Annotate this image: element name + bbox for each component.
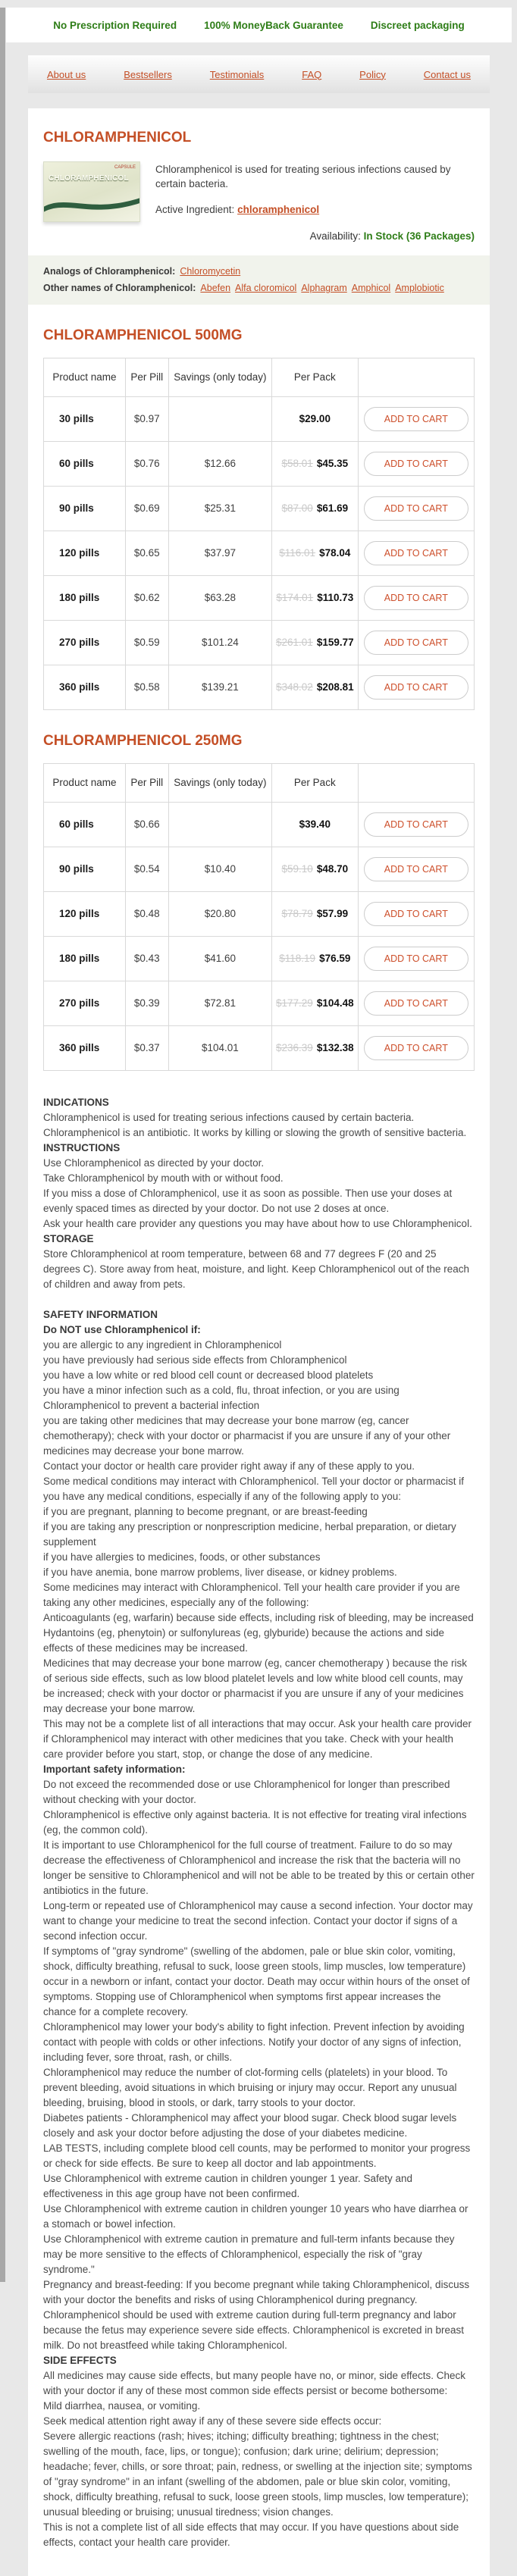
box-caption-text: CAPSULE bbox=[114, 165, 136, 170]
add-to-cart-button[interactable]: ADD TO CART bbox=[364, 991, 468, 1016]
cart-cell bbox=[358, 441, 474, 486]
per-pill-cell: $0.54 bbox=[125, 847, 168, 891]
info-paragraph: Do not exceed the recommended dose or use Chloramphenicol for longer than prescribed without checking with your doctor. bbox=[43, 1778, 450, 1805]
info-paragraph: Chloramphenicol is effective only against bacteria. It is not effective for treating viral infections (eg, the common cold). bbox=[43, 1808, 467, 1836]
cart-cell bbox=[358, 1025, 474, 1070]
analogs-line bbox=[43, 263, 475, 280]
benefits-bar bbox=[6, 8, 512, 42]
pack-size-cell: 90 pills bbox=[44, 847, 126, 891]
info-paragraph: Chloramphenicol is used for treating serious infections caused by certain bacteria. Chloramphenicol is an antibiotic. It works by killing or slowing the growth of sensitive bacteria. bbox=[43, 1111, 467, 1138]
pack-price: $104.48 bbox=[316, 997, 354, 1009]
price-row bbox=[44, 891, 475, 936]
info-paragraph: Some medical conditions may interact with Chloramphenicol. Tell your doctor or pharmacist if you have any medical conditions, especially if any of the following apply to you: bbox=[43, 1475, 464, 1502]
pack-price: $76.59 bbox=[319, 953, 351, 965]
price-row bbox=[44, 1025, 475, 1070]
add-to-cart-button[interactable]: ADD TO CART bbox=[364, 1036, 468, 1060]
info-paragraph: Severe allergic reactions (rash; hives; itching; difficulty breathing; tightness in the chest; swelling of the mouth, face, lips, or tongue); confusion; dark urine; delirium; depression; headache; fever, chills, or sore throat; pain, redness, or swelling at the injection site; symptoms of "gray syndrome" in an infant (swelling of the abdomen, pale or blue skin color, vomiting, shock, difficulty breathing, refusal to suck, loose green stools, limp muscles, low temperature); unusual bleeding or bruising; unusual tiredness; vision changes. bbox=[43, 2430, 472, 2518]
price-row bbox=[44, 847, 475, 891]
nav-link-contact-us[interactable]: Contact us bbox=[423, 68, 471, 80]
nav-link-bestsellers[interactable]: Bestsellers bbox=[124, 68, 172, 80]
per-pill-cell: $0.59 bbox=[125, 620, 168, 665]
price-row bbox=[44, 396, 475, 441]
info-paragraph: Do NOT use Chloramphenicol if: bbox=[43, 1323, 201, 1335]
section-title-500mg: CHLORAMPHENICOL 500MG bbox=[43, 327, 243, 343]
other-name-link[interactable]: Alphagram bbox=[301, 283, 347, 294]
info-paragraph: Important safety information: bbox=[43, 1763, 186, 1775]
info-paragraph: Hydantoins (eg, phenytoin) or sulfonylureas (eg, glyburide) because the actions and side effects of these medicines may be increased. bbox=[43, 1626, 445, 1654]
other-name-link[interactable]: Amphicol bbox=[351, 283, 391, 294]
info-paragraph: This may not be a complete list of all interactions that may occur. Ask your health care provider if Chloramphenicol may interact with other medicines that you take. Check with your health care provider before you start, stop, or change the dose of any medicine. bbox=[43, 1717, 472, 1760]
savings-cell: $10.40 bbox=[168, 847, 271, 891]
info-paragraph: if you are pregnant, planning to become pregnant, or are breast-feeding bbox=[43, 1505, 368, 1517]
savings-cell: $25.31 bbox=[168, 486, 271, 531]
per-pill-cell: $0.76 bbox=[125, 441, 168, 486]
old-price: $78.79 bbox=[281, 908, 313, 920]
column-header bbox=[358, 763, 474, 802]
per-pack-cell bbox=[272, 1025, 359, 1070]
column-header: Per Pack bbox=[272, 763, 359, 802]
product-description: Chloramphenicol is used for treating serious infections caused by certain bacteria. bbox=[155, 164, 451, 189]
price-table-container-250mg bbox=[43, 763, 475, 1071]
per-pack-cell bbox=[272, 891, 359, 936]
savings-cell: $12.66 bbox=[168, 441, 271, 486]
info-paragraph: INDICATIONS bbox=[43, 1096, 109, 1108]
add-to-cart-button[interactable]: ADD TO CART bbox=[364, 902, 468, 926]
per-pill-cell: $0.62 bbox=[125, 575, 168, 620]
old-price: $348.02 bbox=[276, 681, 313, 693]
product-box-image bbox=[43, 161, 140, 222]
cart-cell bbox=[358, 486, 474, 531]
price-table bbox=[43, 763, 475, 1071]
old-price: $118.19 bbox=[279, 953, 316, 965]
info-paragraph: Seek medical attention right away if any of these severe side effects occur: bbox=[43, 2415, 382, 2427]
per-pack-cell bbox=[272, 575, 359, 620]
pack-price: $57.99 bbox=[316, 908, 349, 920]
per-pill-cell: $0.66 bbox=[125, 802, 168, 847]
pack-size-cell: 270 pills bbox=[44, 620, 126, 665]
pack-price: $29.00 bbox=[299, 413, 331, 425]
product-info bbox=[155, 161, 475, 242]
pack-size-cell: 60 pills bbox=[44, 802, 126, 847]
savings-cell: $104.01 bbox=[168, 1025, 271, 1070]
add-to-cart-button[interactable]: ADD TO CART bbox=[364, 631, 468, 655]
cart-cell bbox=[358, 936, 474, 981]
analogs-label: Analogs of Chloramphenicol: bbox=[43, 265, 176, 277]
cart-cell bbox=[358, 847, 474, 891]
cart-cell bbox=[358, 575, 474, 620]
nav-link-testimonials[interactable]: Testimonials bbox=[209, 68, 265, 80]
price-table-container-500mg bbox=[43, 358, 475, 710]
add-to-cart-button[interactable]: ADD TO CART bbox=[364, 452, 468, 476]
pack-price: $45.35 bbox=[316, 458, 349, 470]
info-paragraph: Chloramphenicol may lower your body's ability to fight infection. Prevent infection by avoiding contact with people with colds or other infections. Notify your doctor of any signs of infection, including fever, sore throat, rash, or chills. bbox=[43, 2020, 465, 2063]
price-table bbox=[43, 358, 475, 710]
info-paragraph: Take Chloramphenicol by mouth with or without food. bbox=[43, 1172, 284, 1184]
per-pack-cell bbox=[272, 802, 359, 847]
page-left-edge bbox=[0, 8, 5, 2282]
price-section-250mg bbox=[43, 733, 475, 1071]
info-paragraph: Contact your doctor or health care provider right away if any of these apply to you. bbox=[43, 1460, 415, 1472]
other-name-link[interactable]: Abefen bbox=[200, 283, 231, 294]
cart-cell bbox=[358, 665, 474, 709]
other-names-label: Other names of Chloramphenicol: bbox=[43, 283, 196, 294]
availability-value: In Stock (36 Packages) bbox=[363, 230, 475, 242]
per-pack-cell bbox=[272, 486, 359, 531]
pack-size-cell: 180 pills bbox=[44, 936, 126, 981]
column-header: Per Pack bbox=[272, 358, 359, 396]
per-pack-cell bbox=[272, 665, 359, 709]
add-to-cart-button[interactable]: ADD TO CART bbox=[364, 812, 468, 837]
pack-price: $159.77 bbox=[316, 637, 354, 649]
per-pill-cell: $0.48 bbox=[125, 891, 168, 936]
cart-cell bbox=[358, 981, 474, 1025]
analogs-block bbox=[28, 255, 490, 305]
info-paragraph: STORAGE bbox=[43, 1232, 94, 1244]
info-paragraph: you have a minor infection such as a cold, flu, throat infection, or you are using Chloramphenicol to prevent a bacterial infection bbox=[43, 1384, 400, 1411]
info-paragraph bbox=[43, 1292, 475, 1307]
box-brand-text: CHLORAMPHENICOL bbox=[49, 174, 129, 183]
pack-price: $110.73 bbox=[317, 592, 354, 604]
info-paragraph: Pregnancy and breast-feeding: If you become pregnant while taking Chloramphenicol, discuss with your doctor the benefits and risks of using Chloramphenicol during pregnancy. Chloramphenicol should be used with extreme caution during full-term pregnancy and labor because the fetus may experience severe side effects. Chloramphenicol is excreted in breast milk. Do not breastfeed while taking Chloramphenicol. bbox=[43, 2278, 470, 2351]
pack-size-cell: 360 pills bbox=[44, 1025, 126, 1070]
add-to-cart-button[interactable]: ADD TO CART bbox=[364, 496, 468, 521]
per-pill-cell: $0.65 bbox=[125, 531, 168, 575]
info-paragraph: LAB TESTS, including complete blood cell counts, may be performed to monitor your progress or check for side effects. Be sure to keep all doctor and lab appointments. bbox=[43, 2142, 471, 2169]
per-pill-cell: $0.39 bbox=[125, 981, 168, 1025]
old-price: $174.01 bbox=[276, 592, 314, 604]
cart-cell bbox=[358, 531, 474, 575]
cart-cell bbox=[358, 396, 474, 441]
pack-size-cell: 270 pills bbox=[44, 981, 126, 1025]
info-paragraph: Mild diarrhea, nausea, or vomiting. bbox=[43, 2399, 201, 2412]
info-paragraph: Use Chloramphenicol as directed by your doctor. bbox=[43, 1157, 265, 1169]
main-content bbox=[28, 108, 490, 2576]
per-pill-cell: $0.43 bbox=[125, 936, 168, 981]
price-row bbox=[44, 665, 475, 709]
per-pill-cell: $0.58 bbox=[125, 665, 168, 709]
savings-cell: $72.81 bbox=[168, 981, 271, 1025]
info-paragraph: if you have anemia, bone marrow problems, liver disease, or kidney problems. bbox=[43, 1566, 397, 1578]
old-price: $261.01 bbox=[276, 637, 313, 649]
column-header: Savings (only today) bbox=[168, 358, 271, 396]
pack-price: $39.40 bbox=[299, 818, 331, 831]
cart-cell bbox=[358, 802, 474, 847]
info-paragraph: Chloramphenicol may reduce the number of clot-forming cells (platelets) in your blood. To prevent bleeding, avoid situations in which bruising or injury may occur. Report any unusual bleeding, bruising, blood in stools, or dark, tarry stools to your doctor. bbox=[43, 2066, 457, 2108]
pack-price: $78.04 bbox=[319, 547, 351, 559]
pack-size-cell: 30 pills bbox=[44, 396, 126, 441]
old-price: $177.29 bbox=[276, 997, 313, 1009]
info-paragraph: Use Chloramphenicol with extreme caution in children younger 1 year. Safety and effectiveness in this age group have not been confirmed. bbox=[43, 2172, 413, 2199]
info-paragraph: It is important to use Chloramphenicol for the full course of treatment. Failure to do so may decrease the effectiveness of Chloramphenicol and increase the risk that the bacteria will no longer be sensitive to Chloramphenicol and will not be able to be treated by this or certain other antibiotics in the future. bbox=[43, 1839, 475, 1896]
old-price: $58.01 bbox=[281, 458, 313, 470]
info-paragraph: This is not a complete list of all side effects that may occur. If you have questions about side effects, contact your health care provider. bbox=[43, 2521, 459, 2548]
nav-link-faq[interactable]: FAQ bbox=[302, 68, 322, 80]
pack-size-cell: 120 pills bbox=[44, 891, 126, 936]
info-paragraph: SAFETY INFORMATION bbox=[43, 1308, 158, 1320]
price-row bbox=[44, 575, 475, 620]
main-nav bbox=[28, 55, 490, 93]
info-paragraph: Use Chloramphenicol with extreme caution in premature and full-term infants because they may be more sensitive to the effects of Chloramphenicol, especially the risk of "gray syndrome." bbox=[43, 2233, 455, 2275]
info-paragraph: If you miss a dose of Chloramphenicol, use it as soon as possible. Then use your doses at evenly spaced times as directed by your doctor. Do not use 2 doses at once. bbox=[43, 1187, 453, 1214]
pack-price: $208.81 bbox=[316, 681, 354, 693]
price-table-header-row bbox=[44, 358, 475, 396]
per-pack-cell bbox=[272, 620, 359, 665]
product-summary bbox=[43, 161, 475, 242]
price-row bbox=[44, 936, 475, 981]
info-paragraph: Anticoagulants (eg, warfarin) because side effects, including risk of bleeding, may be increased bbox=[43, 1611, 474, 1623]
column-header: Per Pill bbox=[125, 358, 168, 396]
cart-cell bbox=[358, 891, 474, 936]
savings-cell: $37.97 bbox=[168, 531, 271, 575]
drug-information bbox=[43, 1095, 475, 2550]
info-paragraph: All medicines may cause side effects, but many people have no, or minor, side effects. Check with your doctor if any of these most common side effects persist or become bothersome: bbox=[43, 2369, 466, 2396]
per-pill-cell: $0.97 bbox=[125, 396, 168, 441]
info-paragraph: you have previously had serious side effects from Chloramphenicol bbox=[43, 1354, 347, 1366]
info-paragraph: if you are taking any prescription or nonprescription medicine, herbal preparation, or dietary supplement bbox=[43, 1520, 456, 1548]
info-paragraph: Medicines that may decrease your bone marrow (eg, cancer chemotherapy ) because the risk of serious side effects, such as low blood platelet levels and low white blood cell counts, may be increased; check with your doctor or pharmacist if you are unsure if any of your medicines may decrease your bone marrow. bbox=[43, 1657, 468, 1714]
pack-price: $132.38 bbox=[316, 1042, 354, 1054]
column-header: Per Pill bbox=[125, 763, 168, 802]
info-paragraph: if you have allergies to medicines, foods, or other substances bbox=[43, 1551, 321, 1563]
info-paragraph: Diabetes patients - Chloramphenicol may affect your blood sugar. Check blood sugar levels closely and ask your doctor before adjusting the dose of your diabetes medicine. bbox=[43, 2111, 457, 2139]
info-paragraph: Some medicines may interact with Chloramphenicol. Tell your health care provider if you are taking any other medicines, especially any of the following: bbox=[43, 1581, 460, 1608]
price-row bbox=[44, 441, 475, 486]
price-section-500mg bbox=[43, 327, 475, 710]
benefit-no-prescription: No Prescription Required bbox=[53, 19, 177, 31]
column-header: Product name bbox=[44, 358, 126, 396]
price-row bbox=[44, 802, 475, 847]
price-row bbox=[44, 981, 475, 1025]
column-header: Savings (only today) bbox=[168, 763, 271, 802]
other-name-link[interactable]: Alfa cloromicol bbox=[235, 283, 297, 294]
analog-link[interactable]: Chloromycetin bbox=[180, 265, 241, 277]
info-paragraph: INSTRUCTIONS bbox=[43, 1141, 121, 1153]
pack-size-cell: 360 pills bbox=[44, 665, 126, 709]
availability-line bbox=[155, 230, 475, 242]
per-pack-cell bbox=[272, 847, 359, 891]
other-name-link[interactable]: Amplobiotic bbox=[395, 283, 444, 294]
per-pack-cell bbox=[272, 531, 359, 575]
pack-size-cell: 180 pills bbox=[44, 575, 126, 620]
savings-cell bbox=[168, 396, 271, 441]
per-pack-cell bbox=[272, 441, 359, 486]
active-ingredient-line bbox=[155, 204, 475, 215]
info-paragraph: Ask your health care provider any questions you may have about how to use Chloramphenicol. bbox=[43, 1217, 472, 1229]
add-to-cart-button[interactable]: ADD TO CART bbox=[364, 541, 468, 565]
nav-link-policy[interactable]: Policy bbox=[359, 68, 386, 80]
column-header: Product name bbox=[44, 763, 126, 802]
info-paragraph: SIDE EFFECTS bbox=[43, 2354, 117, 2366]
section-title-250mg: CHLORAMPHENICOL 250MG bbox=[43, 732, 243, 749]
availability-label: Availability: bbox=[309, 230, 361, 242]
old-price: $236.39 bbox=[276, 1042, 313, 1054]
pack-price: $61.69 bbox=[316, 502, 349, 515]
savings-cell: $20.80 bbox=[168, 891, 271, 936]
per-pack-cell bbox=[272, 396, 359, 441]
per-pill-cell: $0.69 bbox=[125, 486, 168, 531]
add-to-cart-button[interactable]: ADD TO CART bbox=[364, 407, 468, 431]
old-price: $116.01 bbox=[279, 547, 316, 559]
price-row bbox=[44, 620, 475, 665]
add-to-cart-button[interactable]: ADD TO CART bbox=[364, 586, 468, 610]
pack-price: $48.70 bbox=[316, 863, 349, 875]
old-price: $87.00 bbox=[281, 502, 313, 515]
savings-cell: $139.21 bbox=[168, 665, 271, 709]
info-paragraph: you have a low white or red blood cell count or decreased blood platelets bbox=[43, 1369, 374, 1381]
per-pack-cell bbox=[272, 936, 359, 981]
page-title: CHLORAMPHENICOL bbox=[43, 130, 192, 146]
price-row bbox=[44, 486, 475, 531]
pack-size-cell: 90 pills bbox=[44, 486, 126, 531]
add-to-cart-button[interactable]: ADD TO CART bbox=[364, 857, 468, 881]
pharmacy-page bbox=[6, 8, 512, 2576]
info-paragraph: Store Chloramphenicol at room temperature, between 68 and 77 degrees F (20 and 25 degrees C). Store away from heat, moisture, and light. Keep Chloramphenicol out of the reach of children and away from pets. bbox=[43, 1247, 470, 1290]
active-ingredient-link[interactable]: chloramphenicol bbox=[237, 203, 320, 215]
price-row bbox=[44, 531, 475, 575]
old-price: $59.10 bbox=[281, 863, 313, 875]
column-header bbox=[358, 358, 474, 396]
benefit-moneyback: 100% MoneyBack Guarantee bbox=[204, 19, 343, 31]
info-paragraph: Use Chloramphenicol with extreme caution in children younger 10 years who have diarrhea or a stomach or bowel infection. bbox=[43, 2202, 468, 2230]
active-ingredient-label: Active Ingredient: bbox=[155, 203, 235, 215]
cart-cell bbox=[358, 620, 474, 665]
savings-cell: $41.60 bbox=[168, 936, 271, 981]
box-wave-graphic bbox=[44, 189, 139, 215]
benefit-discreet: Discreet packaging bbox=[370, 19, 465, 31]
other-names-line bbox=[43, 280, 475, 297]
info-paragraph: you are taking other medicines that may decrease your bone marrow (eg, cancer chemotherapy); check with your doctor or pharmacist if you are unsure if any of your other medicines may decrease your bone marrow. bbox=[43, 1414, 451, 1457]
add-to-cart-button[interactable]: ADD TO CART bbox=[364, 947, 468, 971]
per-pack-cell bbox=[272, 981, 359, 1025]
info-paragraph: If symptoms of "gray syndrome" (swelling of the abdomen, pale or blue skin color, vomiting, shock, difficulty breathing, refusal to suck, loose green stools, limp muscles, low temperature) occur in a newborn or infant, contact your doctor. Death may occur within hours of the onset of symptoms. Stopping use of Chloramphenicol when symptoms first appear increases the chance for a complete recovery. bbox=[43, 1945, 470, 2017]
pack-size-cell: 60 pills bbox=[44, 441, 126, 486]
per-pill-cell: $0.37 bbox=[125, 1025, 168, 1070]
savings-cell bbox=[168, 802, 271, 847]
price-table-header-row bbox=[44, 763, 475, 802]
savings-cell: $101.24 bbox=[168, 620, 271, 665]
savings-cell: $63.28 bbox=[168, 575, 271, 620]
add-to-cart-button[interactable]: ADD TO CART bbox=[364, 675, 468, 700]
info-paragraph: Long-term or repeated use of Chloramphenicol may cause a second infection. Your doctor may want to change your medicine to treat the second infection. Contact your doctor if signs of a second infection occur. bbox=[43, 1899, 473, 1942]
info-paragraph: you are allergic to any ingredient in Chloramphenicol bbox=[43, 1338, 282, 1351]
nav-link-about-us[interactable]: About us bbox=[46, 68, 86, 80]
pack-size-cell: 120 pills bbox=[44, 531, 126, 575]
